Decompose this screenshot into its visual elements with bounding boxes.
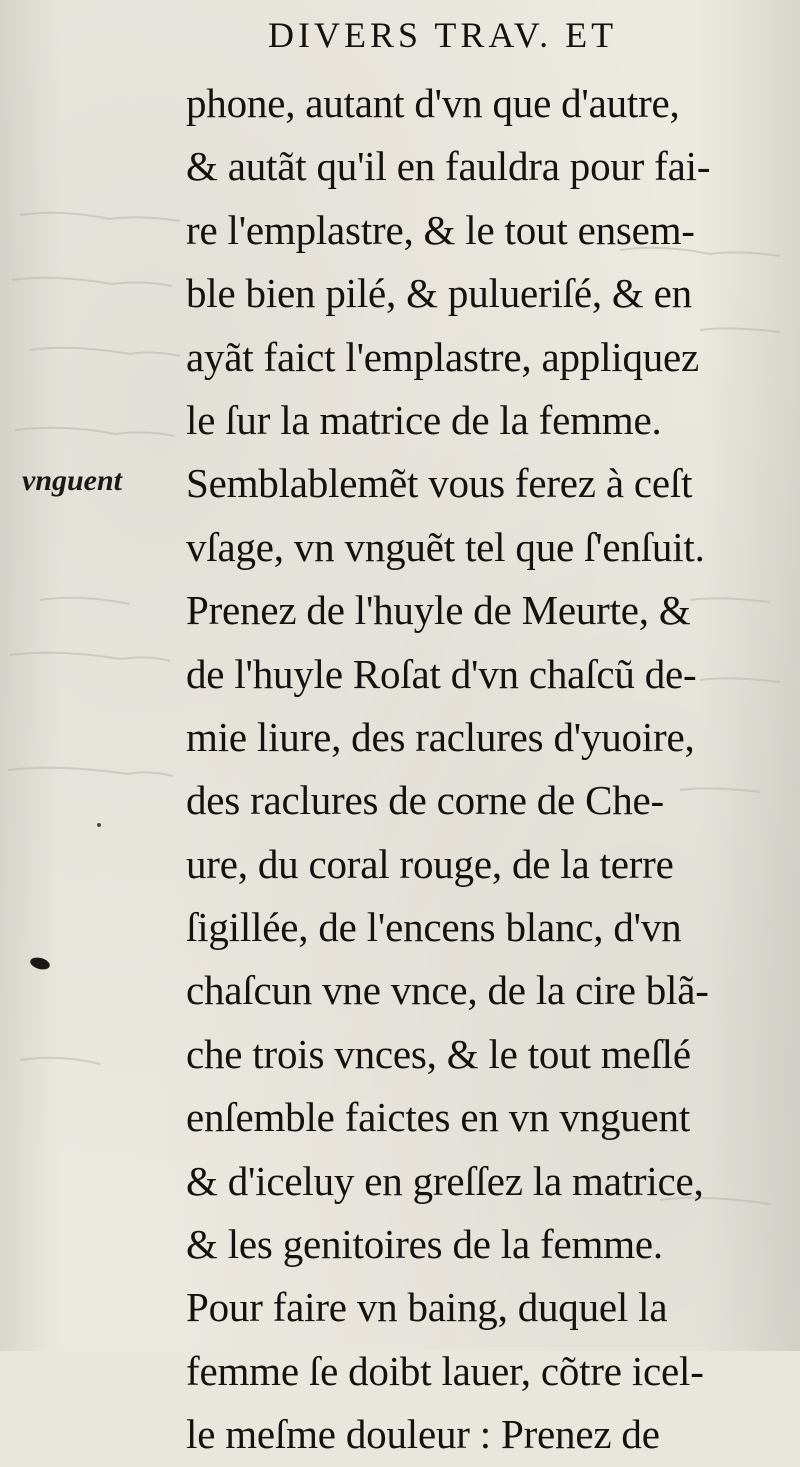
text-line: & les genitoires de la femme. <box>186 1221 663 1268</box>
ink-dot <box>97 823 101 827</box>
text-line: phone, autant d'vn que d'autre, <box>186 80 680 126</box>
text-line: ure, du coral rouge, de la terre <box>186 840 674 887</box>
running-header: DIVERS TRAV. ET <box>268 15 618 55</box>
text-line: des raclures de corne de Che- <box>186 777 664 824</box>
text-line: che trois vnces, & le tout meſlé <box>186 1030 691 1077</box>
text-line: Prenez de l'huyle de Meurte, & <box>186 587 691 634</box>
text-line: Pour faire vn baing, duquel la <box>186 1284 668 1331</box>
text-line: ayãt faict l'emplastre, appliquez <box>186 333 700 380</box>
ink-blot <box>29 956 51 972</box>
text-line: le meſme douleur : Prenez de <box>186 1411 660 1458</box>
text-line: le ſur la matrice de la femme. <box>186 396 662 443</box>
text-line: de l'huyle Roſat d'vn chaſcũ de- <box>186 650 697 697</box>
text-line: enſemble faictes en vn vnguent <box>186 1094 691 1141</box>
text-line: vſage, vn vnguẽt tel que ſ'enſuit. <box>186 523 705 570</box>
text-line: chaſcun vne vnce, de la cire blã- <box>186 967 709 1014</box>
text-line: re l'emplastre, & le tout ensem- <box>186 206 695 253</box>
text-line: ble bien pilé, & pulueriſé, & en <box>186 270 692 317</box>
text-line: femme ſe doibt lauer, cõtre icel- <box>186 1347 704 1394</box>
text-line: ſigillée, de l'encens blanc, d'vn <box>186 904 682 951</box>
text-line: Semblablemẽt vous ferez à ceſt <box>186 460 693 507</box>
main-text <box>186 72 794 1467</box>
text-line: & d'iceluy en greſſez la matrice, <box>186 1157 704 1204</box>
marginal-note: vnguent <box>22 464 123 497</box>
text-line: & autãt qu'il en fauldra pour fai- <box>186 143 711 190</box>
text-line: mie liure, des raclures d'yuoire, <box>186 713 695 760</box>
